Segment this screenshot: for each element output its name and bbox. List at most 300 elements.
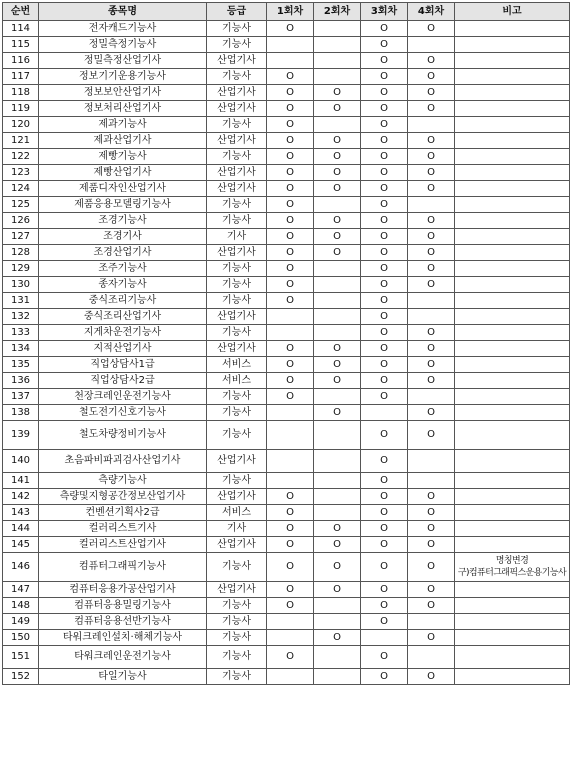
round-3-mark: O: [361, 389, 408, 405]
round-2-mark: O: [314, 341, 361, 357]
note-cell: [455, 598, 570, 614]
note-cell: [455, 293, 570, 309]
round-1-mark: O: [267, 21, 314, 37]
item-name: 정보보안산업기사: [39, 85, 207, 101]
round-4-mark: O: [408, 133, 455, 149]
grade: 기사: [207, 229, 267, 245]
note-cell: [455, 405, 570, 421]
header-no: 순번: [3, 3, 39, 21]
note-cell: [455, 117, 570, 133]
grade: 산업기사: [207, 309, 267, 325]
item-name: 제품응용모델링기능사: [39, 197, 207, 213]
round-3-mark: O: [361, 325, 408, 341]
item-name: 전자캐드기능사: [39, 21, 207, 37]
table-row: [3, 421, 570, 450]
note-cell: [455, 245, 570, 261]
row-number: 150: [3, 630, 39, 646]
note-cell: [455, 489, 570, 505]
round-4-mark: O: [408, 521, 455, 537]
item-name: 중식조리산업기사: [39, 309, 207, 325]
round-4-mark: O: [408, 101, 455, 117]
round-4-mark: [408, 473, 455, 489]
grade: 기능사: [207, 646, 267, 669]
round-3-mark: O: [361, 165, 408, 181]
item-name: 지게차운전기능사: [39, 325, 207, 341]
round-1-mark: O: [267, 373, 314, 389]
round-4-mark: O: [408, 85, 455, 101]
row-number: 134: [3, 341, 39, 357]
round-1-mark: O: [267, 537, 314, 553]
row-number: 126: [3, 213, 39, 229]
round-4-mark: [408, 37, 455, 53]
table-row: [3, 521, 570, 537]
note-cell: [455, 69, 570, 85]
note-cell: [455, 373, 570, 389]
row-number: 147: [3, 582, 39, 598]
round-2-mark: [314, 277, 361, 293]
table-row: [3, 229, 570, 245]
row-number: 140: [3, 450, 39, 473]
round-2-mark: [314, 53, 361, 69]
round-2-mark: O: [314, 521, 361, 537]
round-3-mark: O: [361, 450, 408, 473]
row-number: 127: [3, 229, 39, 245]
note-cell: [455, 582, 570, 598]
note-cell: [455, 341, 570, 357]
table-body: [3, 21, 570, 685]
table-row: [3, 149, 570, 165]
item-name: 조주기능사: [39, 261, 207, 277]
round-4-mark: O: [408, 357, 455, 373]
row-number: 138: [3, 405, 39, 421]
round-4-mark: [408, 614, 455, 630]
round-2-mark: O: [314, 101, 361, 117]
round-3-mark: O: [361, 614, 408, 630]
grade: 기능사: [207, 421, 267, 450]
note-cell: [455, 53, 570, 69]
round-1-mark: [267, 669, 314, 685]
round-3-mark: O: [361, 341, 408, 357]
round-2-mark: [314, 614, 361, 630]
round-4-mark: O: [408, 341, 455, 357]
table-row: [3, 505, 570, 521]
item-name: 제빵산업기사: [39, 165, 207, 181]
row-number: 145: [3, 537, 39, 553]
round-4-mark: O: [408, 582, 455, 598]
grade: 기능사: [207, 630, 267, 646]
round-1-mark: O: [267, 341, 314, 357]
item-name: 제과기능사: [39, 117, 207, 133]
round-2-mark: [314, 21, 361, 37]
round-2-mark: [314, 197, 361, 213]
note-cell: [455, 450, 570, 473]
round-1-mark: O: [267, 598, 314, 614]
grade: 기능사: [207, 598, 267, 614]
round-3-mark: O: [361, 101, 408, 117]
round-1-mark: [267, 473, 314, 489]
row-number: 128: [3, 245, 39, 261]
round-4-mark: O: [408, 181, 455, 197]
item-name: 조경기능사: [39, 213, 207, 229]
row-number: 132: [3, 309, 39, 325]
round-4-mark: O: [408, 405, 455, 421]
round-2-mark: O: [314, 149, 361, 165]
item-name: 천장크레인운전기능사: [39, 389, 207, 405]
round-4-mark: O: [408, 630, 455, 646]
table-row: [3, 389, 570, 405]
item-name: 타워크레인운전기능사: [39, 646, 207, 669]
note-cell: [455, 537, 570, 553]
round-3-mark: O: [361, 37, 408, 53]
row-number: 131: [3, 293, 39, 309]
round-2-mark: O: [314, 133, 361, 149]
grade: 기능사: [207, 389, 267, 405]
note-cell: [455, 521, 570, 537]
row-number: 152: [3, 669, 39, 685]
round-2-mark: [314, 598, 361, 614]
note-cell: [455, 37, 570, 53]
header-grade: 등급: [207, 3, 267, 21]
row-number: 129: [3, 261, 39, 277]
row-number: 133: [3, 325, 39, 341]
row-number: 117: [3, 69, 39, 85]
item-name: 철도전기신호기능사: [39, 405, 207, 421]
round-2-mark: [314, 37, 361, 53]
round-2-mark: [314, 293, 361, 309]
note-cell: [455, 165, 570, 181]
table-row: [3, 405, 570, 421]
table-row: [3, 197, 570, 213]
round-1-mark: O: [267, 357, 314, 373]
row-number: 125: [3, 197, 39, 213]
round-1-mark: O: [267, 261, 314, 277]
row-number: 144: [3, 521, 39, 537]
round-4-mark: O: [408, 553, 455, 582]
row-number: 124: [3, 181, 39, 197]
table-row: [3, 213, 570, 229]
round-4-mark: O: [408, 53, 455, 69]
round-1-mark: O: [267, 165, 314, 181]
note-cell: [455, 101, 570, 117]
round-1-mark: O: [267, 245, 314, 261]
row-number: 142: [3, 489, 39, 505]
round-1-mark: O: [267, 582, 314, 598]
round-4-mark: O: [408, 325, 455, 341]
grade: 기능사: [207, 197, 267, 213]
round-1-mark: O: [267, 293, 314, 309]
round-2-mark: O: [314, 165, 361, 181]
item-name: 제품디자인산업기사: [39, 181, 207, 197]
round-3-mark: O: [361, 181, 408, 197]
round-4-mark: [408, 293, 455, 309]
round-3-mark: O: [361, 537, 408, 553]
item-name: 제빵기능사: [39, 149, 207, 165]
table-row: [3, 101, 570, 117]
item-name: 타일기능사: [39, 669, 207, 685]
round-1-mark: [267, 309, 314, 325]
note-cell: [455, 261, 570, 277]
note-cell: [455, 133, 570, 149]
table-row: [3, 69, 570, 85]
round-1-mark: O: [267, 489, 314, 505]
table-row: [3, 450, 570, 473]
item-name: 제과산업기사: [39, 133, 207, 149]
round-4-mark: O: [408, 165, 455, 181]
round-3-mark: O: [361, 245, 408, 261]
row-number: 135: [3, 357, 39, 373]
table-row: [3, 309, 570, 325]
round-2-mark: O: [314, 630, 361, 646]
item-name: 정밀측정기능사: [39, 37, 207, 53]
round-2-mark: [314, 325, 361, 341]
round-3-mark: O: [361, 261, 408, 277]
grade: 산업기사: [207, 53, 267, 69]
item-name: 직업상담사2급: [39, 373, 207, 389]
round-3-mark: O: [361, 69, 408, 85]
round-4-mark: [408, 450, 455, 473]
item-name: 컬러리스트산업기사: [39, 537, 207, 553]
row-number: 120: [3, 117, 39, 133]
round-2-mark: [314, 421, 361, 450]
table-row: [3, 473, 570, 489]
table-row: [3, 277, 570, 293]
round-3-mark: O: [361, 53, 408, 69]
item-name: 철도차량정비기능사: [39, 421, 207, 450]
grade: 기능사: [207, 69, 267, 85]
note-cell: [455, 473, 570, 489]
grade: 기능사: [207, 553, 267, 582]
grade: 산업기사: [207, 181, 267, 197]
grade: 기능사: [207, 293, 267, 309]
round-4-mark: O: [408, 537, 455, 553]
row-number: 116: [3, 53, 39, 69]
table-row: [3, 537, 570, 553]
table-row: [3, 373, 570, 389]
table-row: [3, 53, 570, 69]
note-cell: [455, 614, 570, 630]
table-row: [3, 21, 570, 37]
item-name: 컴퓨터그래픽기능사: [39, 553, 207, 582]
round-2-mark: [314, 309, 361, 325]
round-4-mark: [408, 197, 455, 213]
grade: 기능사: [207, 325, 267, 341]
round-2-mark: O: [314, 213, 361, 229]
certification-schedule-table: [2, 2, 570, 685]
grade: 서비스: [207, 373, 267, 389]
round-1-mark: O: [267, 69, 314, 85]
row-number: 121: [3, 133, 39, 149]
grade: 산업기사: [207, 450, 267, 473]
grade: 기능사: [207, 473, 267, 489]
table-row: [3, 37, 570, 53]
round-3-mark: [361, 630, 408, 646]
grade: 기능사: [207, 149, 267, 165]
round-1-mark: O: [267, 133, 314, 149]
note-cell: [455, 309, 570, 325]
round-3-mark: O: [361, 117, 408, 133]
note-cell: [455, 646, 570, 669]
grade: 기능사: [207, 117, 267, 133]
note-cell: [455, 229, 570, 245]
round-4-mark: [408, 646, 455, 669]
round-3-mark: O: [361, 669, 408, 685]
table-row: [3, 117, 570, 133]
round-3-mark: O: [361, 582, 408, 598]
round-4-mark: [408, 117, 455, 133]
round-1-mark: O: [267, 181, 314, 197]
table-row: [3, 646, 570, 669]
round-3-mark: O: [361, 553, 408, 582]
round-3-mark: O: [361, 646, 408, 669]
row-number: 151: [3, 646, 39, 669]
round-2-mark: [314, 389, 361, 405]
grade: 산업기사: [207, 537, 267, 553]
row-number: 122: [3, 149, 39, 165]
round-3-mark: O: [361, 149, 408, 165]
note-cell: [455, 389, 570, 405]
header-note: 비고: [455, 3, 570, 21]
row-number: 146: [3, 553, 39, 582]
table-row: [3, 245, 570, 261]
round-3-mark: O: [361, 473, 408, 489]
round-4-mark: O: [408, 505, 455, 521]
note-cell: [455, 553, 570, 582]
round-4-mark: [408, 389, 455, 405]
item-name: 컬러리스트기사: [39, 521, 207, 537]
row-number: 119: [3, 101, 39, 117]
round-3-mark: O: [361, 521, 408, 537]
note-cell: [455, 85, 570, 101]
grade: 기능사: [207, 669, 267, 685]
round-2-mark: [314, 261, 361, 277]
round-2-mark: [314, 646, 361, 669]
row-number: 130: [3, 277, 39, 293]
item-name: 직업상담사1급: [39, 357, 207, 373]
round-2-mark: [314, 450, 361, 473]
round-1-mark: O: [267, 505, 314, 521]
table-row: [3, 582, 570, 598]
round-1-mark: O: [267, 646, 314, 669]
round-4-mark: O: [408, 489, 455, 505]
table-row: [3, 165, 570, 181]
item-name: 컨벤션기획사2급: [39, 505, 207, 521]
round-1-mark: [267, 421, 314, 450]
round-3-mark: O: [361, 489, 408, 505]
note-line: 구)컴퓨터그래픽스운용기능사: [457, 568, 567, 578]
table-row: [3, 133, 570, 149]
round-2-mark: O: [314, 181, 361, 197]
round-3-mark: O: [361, 197, 408, 213]
grade: 기능사: [207, 277, 267, 293]
round-4-mark: O: [408, 245, 455, 261]
item-name: 측량및지형공간정보산업기사: [39, 489, 207, 505]
round-3-mark: [361, 405, 408, 421]
item-name: 타워크레인설치·해체기능사: [39, 630, 207, 646]
note-cell: [455, 181, 570, 197]
round-2-mark: O: [314, 537, 361, 553]
grade: 기능사: [207, 213, 267, 229]
round-4-mark: O: [408, 669, 455, 685]
round-4-mark: O: [408, 277, 455, 293]
header-round-4: 4회차: [408, 3, 455, 21]
grade: 기능사: [207, 21, 267, 37]
round-2-mark: [314, 505, 361, 521]
table-row: [3, 669, 570, 685]
round-4-mark: O: [408, 373, 455, 389]
round-3-mark: O: [361, 277, 408, 293]
round-1-mark: O: [267, 213, 314, 229]
row-number: 149: [3, 614, 39, 630]
round-3-mark: O: [361, 598, 408, 614]
round-4-mark: O: [408, 598, 455, 614]
round-2-mark: O: [314, 357, 361, 373]
note-cell: [455, 357, 570, 373]
round-1-mark: [267, 614, 314, 630]
row-number: 148: [3, 598, 39, 614]
note-cell: [455, 421, 570, 450]
note-cell: [455, 630, 570, 646]
round-4-mark: O: [408, 21, 455, 37]
item-name: 초음파비파괴검사산업기사: [39, 450, 207, 473]
item-name: 컴퓨터응용가공산업기사: [39, 582, 207, 598]
round-1-mark: [267, 450, 314, 473]
round-1-mark: [267, 405, 314, 421]
round-4-mark: O: [408, 229, 455, 245]
round-3-mark: O: [361, 293, 408, 309]
round-3-mark: O: [361, 357, 408, 373]
item-name: 정보처리산업기사: [39, 101, 207, 117]
item-name: 중식조리기능사: [39, 293, 207, 309]
round-2-mark: [314, 669, 361, 685]
header-round-1: 1회차: [267, 3, 314, 21]
grade: 산업기사: [207, 101, 267, 117]
grade: 기능사: [207, 261, 267, 277]
round-1-mark: O: [267, 553, 314, 582]
row-number: 139: [3, 421, 39, 450]
round-3-mark: O: [361, 505, 408, 521]
item-name: 지적산업기사: [39, 341, 207, 357]
round-1-mark: O: [267, 85, 314, 101]
note-cell: [455, 21, 570, 37]
grade: 기능사: [207, 614, 267, 630]
item-name: 정밀측정산업기사: [39, 53, 207, 69]
round-3-mark: O: [361, 229, 408, 245]
grade: 산업기사: [207, 582, 267, 598]
row-number: 123: [3, 165, 39, 181]
grade: 기능사: [207, 405, 267, 421]
table-row: [3, 630, 570, 646]
round-2-mark: O: [314, 85, 361, 101]
table-row: [3, 614, 570, 630]
row-number: 118: [3, 85, 39, 101]
header-name: 종목명: [39, 3, 207, 21]
grade: 산업기사: [207, 133, 267, 149]
round-1-mark: [267, 53, 314, 69]
round-1-mark: O: [267, 229, 314, 245]
round-3-mark: O: [361, 85, 408, 101]
round-2-mark: [314, 489, 361, 505]
round-1-mark: O: [267, 389, 314, 405]
round-3-mark: O: [361, 421, 408, 450]
grade: 서비스: [207, 505, 267, 521]
grade: 산업기사: [207, 245, 267, 261]
round-1-mark: [267, 325, 314, 341]
round-3-mark: O: [361, 373, 408, 389]
round-4-mark: O: [408, 69, 455, 85]
table-row: [3, 85, 570, 101]
round-3-mark: O: [361, 21, 408, 37]
round-2-mark: [314, 117, 361, 133]
